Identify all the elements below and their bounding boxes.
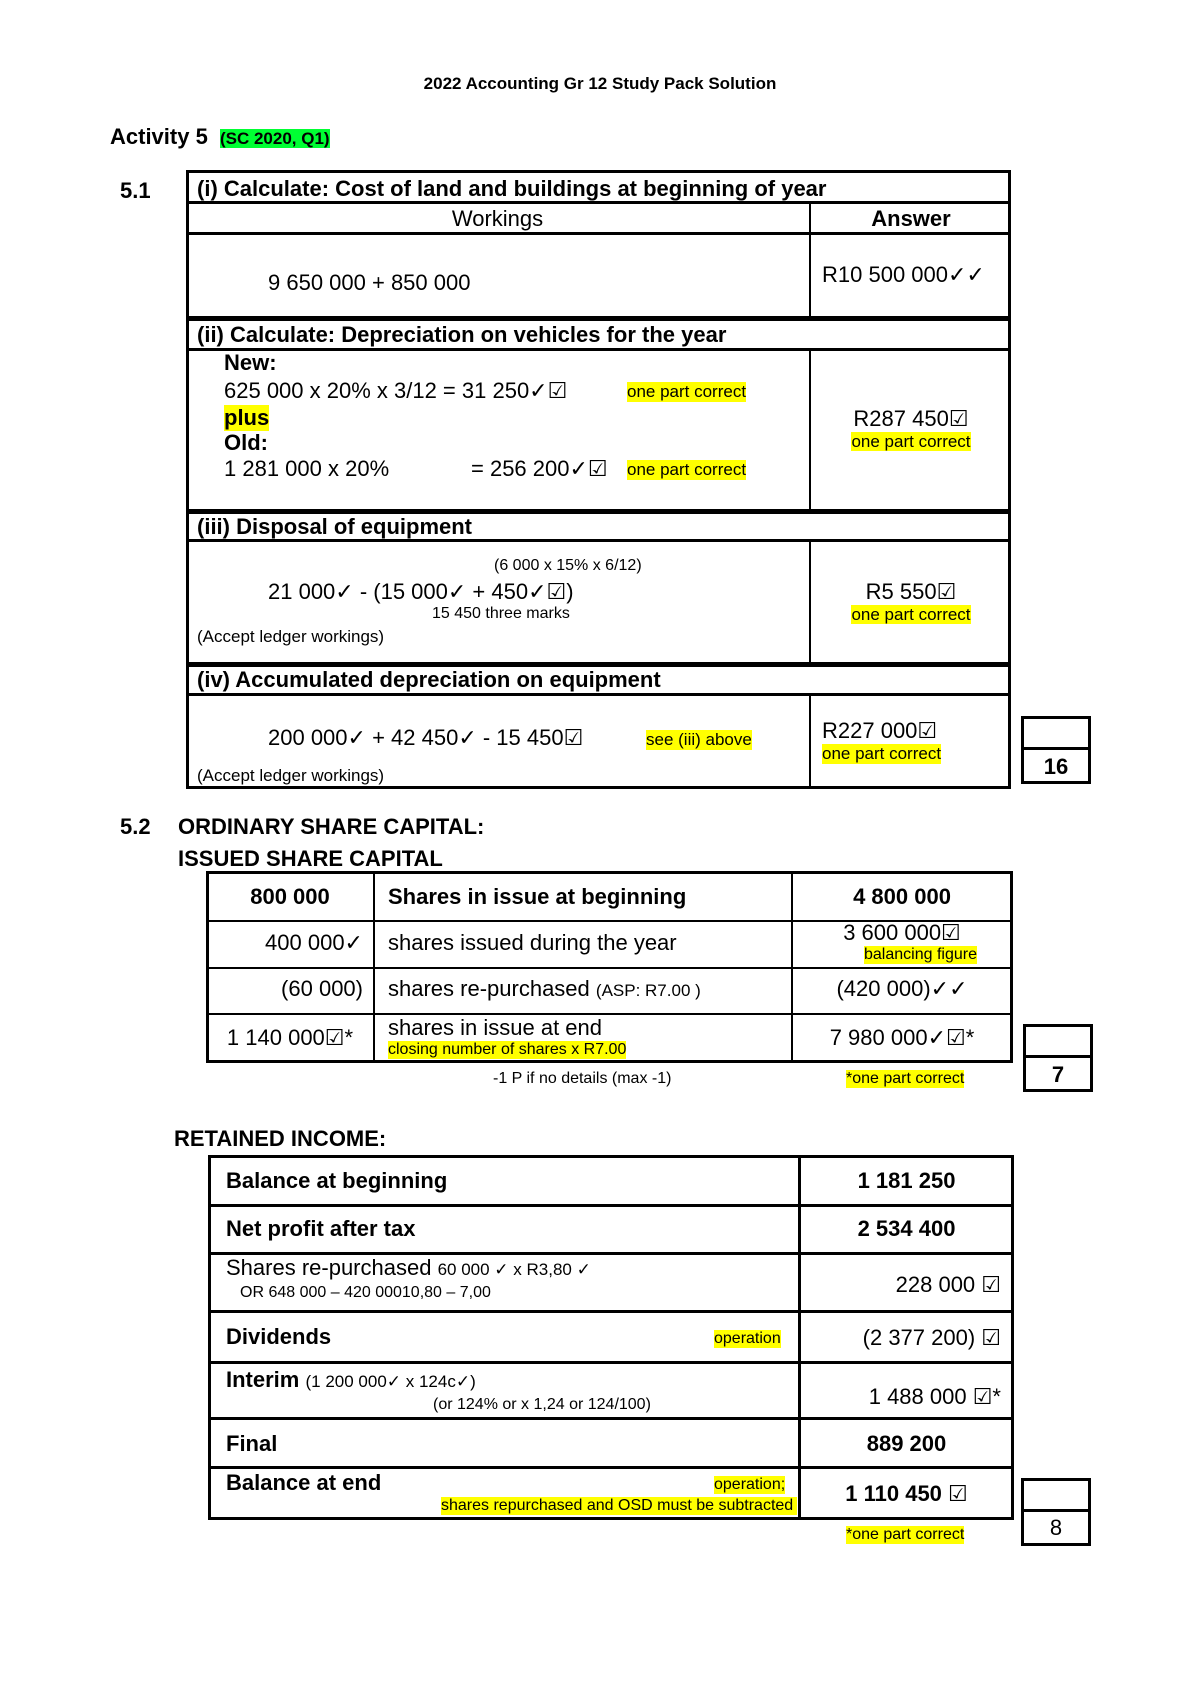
retained-heading: RETAINED INCOME: <box>174 1126 387 1151</box>
q52-marks: 7 <box>1051 1062 1065 1087</box>
q51-part-i-answer: R10 500 000✓✓ <box>822 262 985 287</box>
q51-new-working: 625 000 x 20% x 3/12 = 31 250✓☑ <box>224 378 568 403</box>
answer-header: Answer <box>871 206 951 231</box>
retained-footnote: *one part correct <box>846 1526 965 1543</box>
q51-marks: 16 <box>1043 754 1069 779</box>
q51-plus: plus <box>224 405 270 430</box>
ri-row-note: operation <box>714 1330 781 1347</box>
q51-part-ii-answer-note: one part correct <box>851 432 971 451</box>
q51-part-iii-subcalc: (6 000 x 15% x 6/12) <box>494 557 642 574</box>
table-row-desc-note: closing number of shares x R7.00 <box>388 1041 627 1058</box>
ri-row-label: Net profit after tax <box>226 1216 416 1241</box>
retained-marks: 8 <box>1049 1515 1063 1540</box>
ri-row-amount: (2 377 200) ☑ <box>862 1325 1001 1350</box>
ri-row-label: Shares re-purchased 60 000 ✓ x R3,80 ✓ <box>226 1255 591 1280</box>
ri-row-amount: 1 181 250 <box>857 1168 956 1193</box>
q51-new-note: one part correct <box>627 382 747 401</box>
table-row-amount: 3 600 000☑ <box>843 920 961 945</box>
table-row-desc: shares re-purchased (ASP: R7.00 ) <box>388 976 701 1001</box>
ri-row-sub: OR 648 000 – 420 00010,80 – 7,00 <box>240 1284 491 1301</box>
ri-row-label: Dividends <box>226 1324 332 1349</box>
q51-old-label: Old: <box>224 430 268 455</box>
q51-part-iii-heading: (iii) Disposal of equipment <box>197 514 473 539</box>
q52-number: 5.2 <box>120 814 151 839</box>
ri-row-amount: 1 110 450 ☑ <box>845 1481 968 1506</box>
q52-footnote-right: *one part correct <box>846 1070 965 1087</box>
q51-part-iii-answer: R5 550☑ <box>865 579 957 604</box>
q52-heading1: ORDINARY SHARE CAPITAL: <box>178 814 485 839</box>
q51-number: 5.1 <box>120 178 151 203</box>
table-row-amount: 4 800 000 <box>853 884 951 909</box>
table-row-amount: (420 000)✓✓ <box>836 976 968 1001</box>
ri-row-note: operation; <box>714 1476 786 1493</box>
q51-old-note: one part correct <box>627 460 747 479</box>
table-row-shares: 1 140 000☑* <box>226 1025 354 1050</box>
q51-part-iv-note: see (iii) above <box>646 730 752 749</box>
table-row-shares: 800 000 <box>250 884 330 909</box>
q51-part-ii-answer: R287 450☑ <box>853 406 969 431</box>
ri-row-sub: (or 124% or x 1,24 or 124/100) <box>433 1396 651 1413</box>
q51-old-working-left: 1 281 000 x 20% <box>224 456 390 481</box>
q51-part-iii-subnote: 15 450 three marks <box>432 605 570 622</box>
q51-part-i-working: 9 650 000 + 850 000 <box>268 270 471 295</box>
q51-part-ii-heading: (ii) Calculate: Depreciation on vehicles for the year <box>197 322 727 347</box>
ri-row-label: Balance at beginning <box>226 1168 448 1193</box>
q51-part-iii-answer-note: one part correct <box>851 605 971 624</box>
ri-row-amount: 228 000 ☑ <box>895 1272 1001 1297</box>
ri-row-label: Balance at end <box>226 1470 382 1495</box>
ri-row-amount: 1 488 000 ☑* <box>868 1384 1001 1409</box>
page-title: 2022 Accounting Gr 12 Study Pack Solution <box>423 74 777 93</box>
ri-row-note2: shares repurchased and OSD must be subtracted <box>441 1497 797 1515</box>
q51-part-iv-working: 200 000✓ + 42 450✓ - 15 450☑ <box>268 725 584 750</box>
table-row-desc: shares issued during the year <box>388 930 677 955</box>
q51-part-iii-working: 21 000✓ - (15 000✓ + 450✓☑) <box>268 579 574 604</box>
q51-part-iv-heading: (iv) Accumulated depreciation on equipment <box>197 667 661 692</box>
activity-label <box>110 124 330 150</box>
q51-part-iv-answer-note: one part correct <box>822 744 942 763</box>
q52-heading2: ISSUED SHARE CAPITAL <box>178 846 443 871</box>
table-row-shares: (60 000) <box>281 976 363 1001</box>
activity-title: Activity 5 <box>110 124 208 149</box>
table-row-shares: 400 000✓ <box>265 930 363 955</box>
table-row-desc: Shares in issue at beginning <box>388 884 687 909</box>
q51-part-i-heading: (i) Calculate: Cost of land and buildings at beginning of year <box>197 176 827 201</box>
ri-row-amount: 889 200 <box>866 1431 947 1456</box>
workings-header: Workings <box>451 206 544 231</box>
table-row-amount-note: balancing figure <box>864 946 977 963</box>
q51-new-label: New: <box>224 350 277 375</box>
q51-part-iv-accept: (Accept ledger workings) <box>197 766 385 785</box>
activity-source: (SC 2020, Q1) <box>219 129 330 148</box>
q52-footnote-left: -1 P if no details (max -1) <box>493 1070 672 1087</box>
q51-part-iv-answer: R227 000☑ <box>822 718 938 743</box>
table-row-amount: 7 980 000✓☑* <box>829 1025 975 1050</box>
ri-row-amount: 2 534 400 <box>857 1216 956 1241</box>
q51-old-working-right: = 256 200✓☑ <box>471 456 608 481</box>
table-row-desc: shares in issue at end <box>388 1015 603 1040</box>
ri-row-label: Interim (1 200 000✓ x 124c✓) <box>226 1367 476 1392</box>
q51-part-iii-accept: (Accept ledger workings) <box>197 627 385 646</box>
ri-row-label: Final <box>226 1431 278 1456</box>
